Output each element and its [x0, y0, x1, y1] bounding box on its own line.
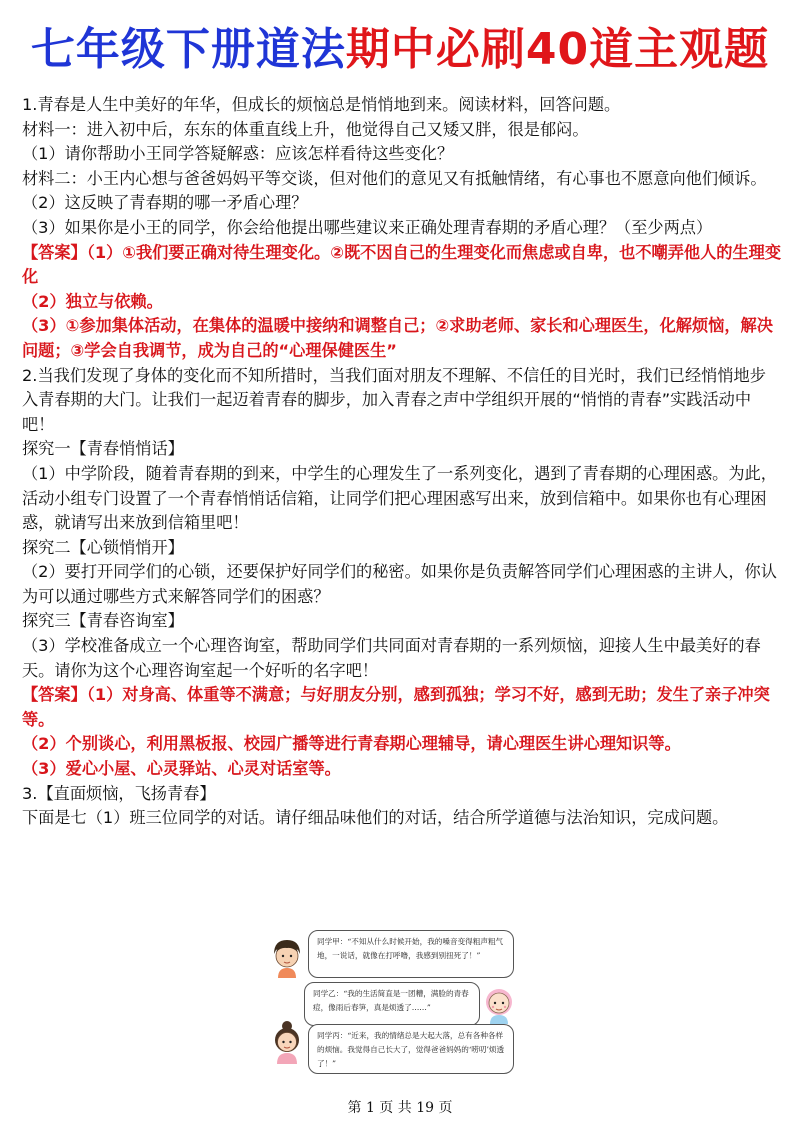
- paragraph: 下面是七（1）班三位同学的对话。请仔细品味他们的对话，结合所学道德与法治知识，完成问题。: [22, 808, 729, 828]
- speech-bubble-student-b: 同学乙：“我的生活简直是一团糟，满脸的青春痘，像雨后春笋，真是烦透了……”: [304, 982, 480, 1026]
- paragraph: 探究二【心锁悄悄开】: [22, 537, 184, 557]
- paragraph: 3.【直面烦恼，飞扬青春】: [22, 783, 216, 803]
- paragraph: （3）如果你是小王的同学，你会给他提出哪些建议来正确处理青春期的矛盾心理？（至少两点）: [22, 217, 713, 237]
- answer-paragraph: （2）独立与依赖。: [22, 291, 163, 311]
- paragraph: 材料二：小王内心想与爸爸妈妈平等交谈，但对他们的意见又有抵触情绪，有心事也不愿意向他们倾诉。: [22, 168, 767, 188]
- answer-paragraph: （3）①参加集体活动，在集体的温暖中接纳和调整自己；②求助老师、家长和心理医生，化解烦恼，解决问题；③学会自我调节，成为自己的“心理保健医生”: [22, 316, 773, 360]
- paragraph: （1）中学阶段，随着青春期的到来，中学生的心理发生了一系列变化，遇到了青春期的心理困惑。为此，活动小组专门设置了一个青春悄悄话信箱，让同学们把心理困惑写出来，放到信箱中。如果你也有心理困惑，就请写出来放到信箱里吧！: [22, 463, 777, 533]
- answer-paragraph: 【答案】（1）①我们要正确对待生理变化。②既不因自己的生理变化而焦虑或自卑，也不嘲弄他人的生理变化: [22, 242, 782, 287]
- page-title: [0, 22, 800, 78]
- paragraph: （1）请你帮助小王同学答疑解惑：应该怎样看待这些变化？: [22, 144, 454, 164]
- question-content: [22, 93, 782, 831]
- paragraph: 材料一：进入初中后，东东的体重直线上升，他觉得自己又矮又胖，很是郁闷。: [22, 119, 589, 139]
- paragraph: （2）这反映了青春期的哪一矛盾心理？: [22, 193, 308, 213]
- paragraph: 2.当我们发现了身体的变化而不知所措时，当我们面对朋友不理解、不信任的目光时，我们已经悄悄地步入青春期的大门。让我们一起迈着青春的脚步，加入青春之声中学组织开展的“悄悄的青春”实践活动中吧！: [22, 365, 766, 434]
- dialogue-illustration: [268, 930, 516, 1078]
- girl-with-bun-avatar-icon: [270, 1020, 304, 1064]
- boy-avatar-icon: [270, 938, 304, 978]
- speech-bubble-student-c: 同学丙：“近来，我的情绪总是大起大落，总有各种各样的烦恼。我觉得自己长大了，觉得爸爸妈妈的‘唠叨’烦透了！”: [308, 1024, 514, 1074]
- paragraph: （2）要打开同学们的心锁，还要保护好同学们的秘密。如果你是负责解答同学们心理困惑的主讲人，你认为可以通过哪些方式来解答同学们的困惑？: [22, 562, 777, 606]
- answer-paragraph: （2）个别谈心，利用黑板报、校园广播等进行青春期心理辅导，请心理医生讲心理知识等。: [22, 734, 681, 754]
- speech-bubble-student-a: 同学甲：“不知从什么时候开始，我的嗓音变得粗声粗气地，一说话，就像在打呼噜，我感到别扭死了！”: [308, 930, 514, 978]
- answer-paragraph: （3）爱心小屋、心灵驿站、心灵对话室等。: [22, 759, 341, 779]
- title-part-red: 期中必刷40道主观题: [345, 24, 770, 75]
- paragraph: 探究三【青春咨询室】: [22, 611, 184, 631]
- paragraph: （3）学校准备成立一个心理咨询室，帮助同学们共同面对青春期的一系列烦恼，迎接人生中最美好的春天。请你为这个心理咨询室起一个好听的名字吧！: [22, 636, 761, 680]
- title-part-blue: 七年级下册道法: [30, 24, 346, 75]
- paragraph: 探究一【青春悄悄话】: [22, 439, 184, 459]
- girl-avatar-icon: [482, 984, 516, 1024]
- page-number: 第 1 页 共 19 页: [347, 1100, 453, 1116]
- paragraph: 1.青春是人生中美好的年华，但成长的烦恼总是悄悄地到来。阅读材料，回答问题。: [22, 95, 621, 114]
- answer-paragraph: 【答案】（1）对身高、体重等不满意；与好朋友分别，感到孤独；学习不好，感到无助；发生了亲子冲突等。: [22, 685, 770, 729]
